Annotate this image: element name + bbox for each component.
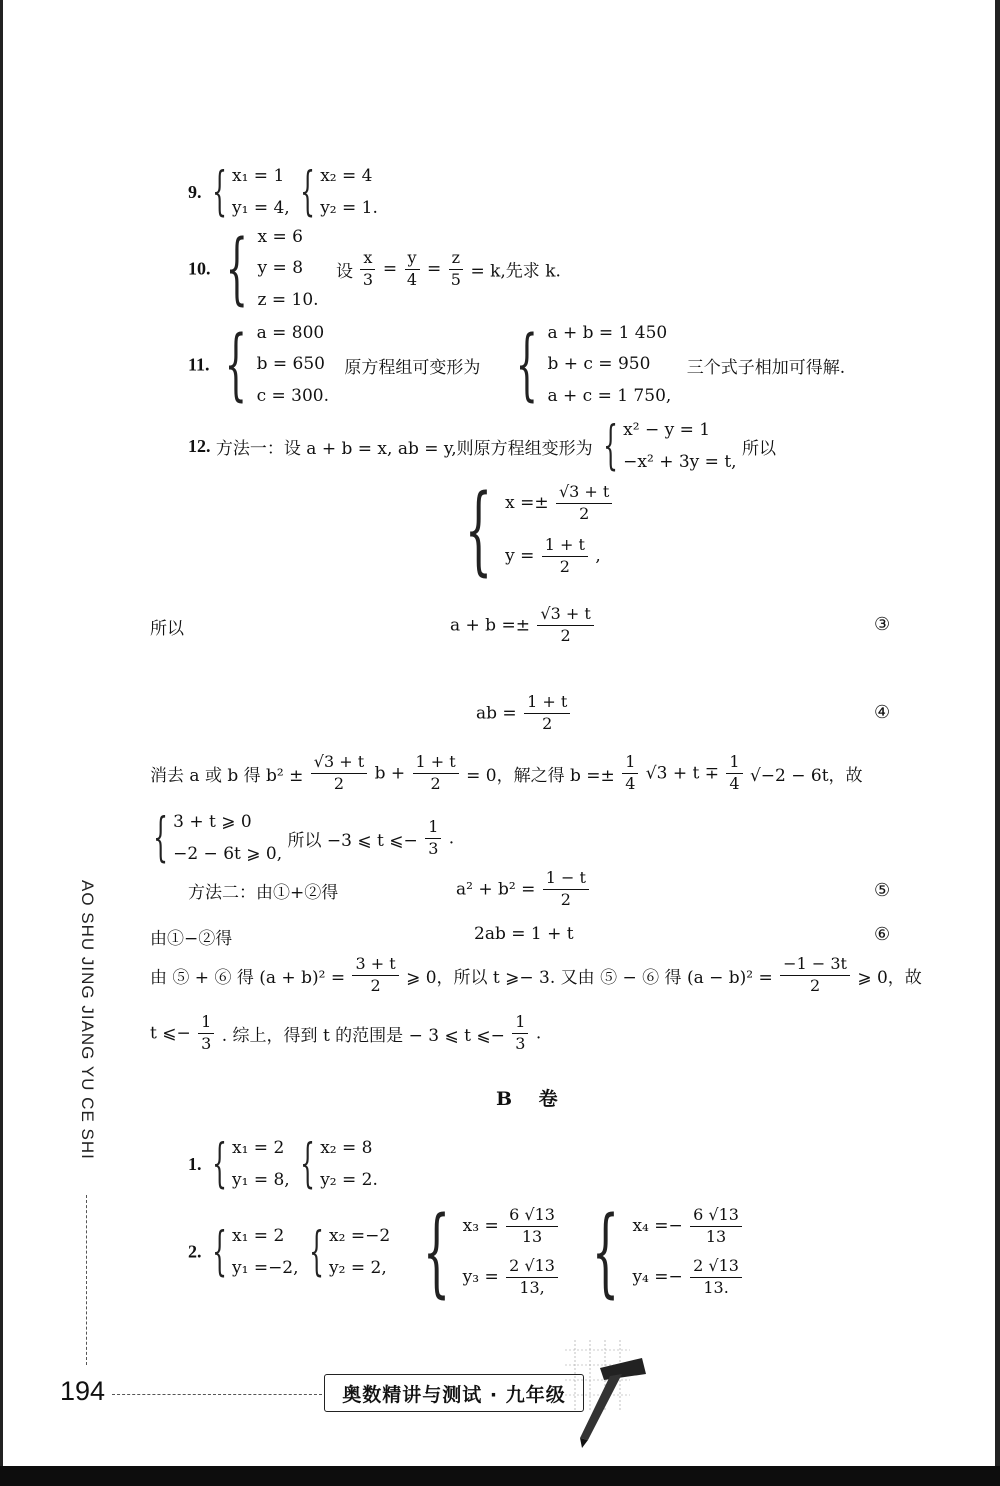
fraction: $\frac{6 √13}{13}$	[690, 1205, 742, 1248]
fraction: $\frac{1}{4}$	[622, 752, 638, 795]
equation: y₂ = 1.	[320, 198, 378, 219]
left-brace: {	[153, 808, 168, 869]
pencil-grid-icon	[560, 1340, 650, 1450]
conclusion-line: 由 ⑤ + ⑥ 得 (a + b)² = $\frac{3 + t}{2}$ ⩾ 0，所以 t ⩾− 3. 又由 ⑤ − ⑥ 得 (a − b)² = $\frac{-1 - 3t}{2}$ ⩾ 0，故	[150, 954, 922, 995]
explanation-text: 三个式子相加可得解.	[686, 357, 846, 378]
conclusion-line: t ⩽− $\frac{1}{3}$ . 综上，得到 t 的范围是 − 3 ⩽ t ⩽− $\frac{1}{3}$ .	[150, 1012, 542, 1053]
inequality: 3 + t ⩾ 0	[173, 812, 252, 832]
fraction: $\frac{1}{4}$	[726, 752, 742, 795]
left-brace: {	[603, 416, 619, 477]
scan-right-edge	[995, 0, 1000, 1466]
condition-line: { 3 + t ⩾ 0 −2 − 6t ⩾ 0, 所以 −3 ⩽ t ⩽− $\frac{1}{3}$ .	[148, 806, 454, 871]
fraction: $\frac{1 + t}{2}$	[413, 752, 459, 795]
equation-6: 2ab = 1 + t	[474, 924, 574, 944]
left-brace: {	[225, 224, 248, 315]
footer-dashed-line	[112, 1394, 322, 1395]
equation-system	[295, 1132, 378, 1197]
equation: y₁ = 4,	[232, 198, 290, 219]
fraction: $\frac{z}{5}$	[449, 248, 463, 291]
side-dashed-line	[86, 1195, 87, 1365]
left-brace: {	[212, 162, 227, 223]
footer-book-title: 奥数精讲与测试 · 九年级	[324, 1374, 584, 1412]
method-2-text: 由①−②得	[150, 929, 233, 949]
equation: y₁ = 8,	[232, 1170, 290, 1191]
equation: z = 10.	[257, 289, 319, 310]
fraction: $\frac{3 + t}{2}$	[352, 954, 398, 997]
inequality: −2 − 6t ⩾ 0,	[173, 844, 283, 865]
equation: a + b = 1 450	[547, 323, 668, 343]
equation: y₂ = 2.	[320, 1170, 378, 1191]
equation: −x² + 3y = t,	[623, 452, 737, 473]
equation-system	[598, 414, 737, 479]
left-brace: {	[592, 1196, 620, 1308]
method-text: 方法一：设 a + b = x, ab = y,则原方程组变形为	[215, 438, 593, 459]
left-brace: {	[422, 1196, 450, 1308]
problem-number: 10.	[188, 258, 211, 279]
equation: y₁ =−2,	[232, 1258, 299, 1278]
fraction: $\frac{y}{4}$	[405, 248, 420, 291]
problem-10: 10. { x = 6 y = 8 z = 10. 设 $\frac{x}{3}$ = $\frac{y}{4}$ = $\frac{z}{5}$ = k,先求 k.	[188, 222, 561, 316]
left-brace: {	[212, 1222, 227, 1282]
left-brace: {	[224, 320, 247, 411]
equation-system	[216, 222, 319, 316]
section-heading: B 卷	[496, 1088, 568, 1110]
left-brace: {	[515, 320, 538, 411]
fraction: $\frac{1 - t}{2}$	[543, 868, 589, 911]
equation: y = 8	[257, 258, 304, 279]
fraction: $\frac{1}{3}$	[512, 1012, 528, 1055]
hint-text: 设	[336, 261, 353, 282]
problem-12-intro	[188, 414, 776, 479]
page-number: 194	[60, 1376, 106, 1406]
explanation-text: 原方程组可变形为	[344, 357, 481, 378]
equation: a = 800	[256, 323, 325, 343]
equation-system	[215, 318, 329, 412]
left-brace: {	[300, 1134, 316, 1195]
equation: x² − y = 1	[623, 420, 711, 440]
problem-number: 1.	[188, 1153, 202, 1174]
equation-tag: ③	[874, 614, 891, 635]
equation: a + c = 1 750,	[547, 385, 672, 406]
left-brace: {	[212, 1134, 227, 1195]
equation-system	[148, 806, 282, 871]
fraction: $\frac{1}{3}$	[425, 817, 441, 860]
equation-system	[207, 160, 290, 225]
equation: x₁ = 1	[232, 166, 285, 186]
equation: x₂ = 4	[320, 166, 373, 186]
equation: x₂ = 8	[320, 1138, 373, 1158]
problem-9	[188, 160, 378, 225]
text-so: 所以	[150, 619, 184, 639]
fraction: $\frac{6 √13}{13}$	[506, 1205, 558, 1248]
equation: x₁ = 2	[232, 1225, 285, 1246]
method-2-text: 方法二：由①+②得	[188, 883, 339, 903]
equation: x₂ =−2	[329, 1225, 391, 1246]
hint-text: = k,先求 k.	[470, 261, 561, 282]
text: 所以	[741, 438, 776, 459]
equation-system	[295, 160, 378, 225]
equation-tag: ④	[874, 702, 891, 723]
b-problem-2	[188, 1196, 744, 1308]
left-brace: {	[464, 474, 493, 586]
equation: b = 650	[256, 354, 325, 375]
equation-system	[506, 318, 671, 412]
equation-system	[304, 1220, 390, 1285]
equation-system	[207, 1132, 290, 1197]
left-brace: {	[309, 1222, 324, 1282]
equation-system: { x =± $\frac{√3 + t}{2}$ y = $\frac{1 + t}{2}$ ,	[452, 482, 614, 578]
fraction: $\frac{√3 + t}{2}$	[311, 752, 367, 795]
problem-number: 11.	[188, 354, 210, 375]
fraction: $\frac{-1 - 3t}{2}$	[780, 954, 850, 997]
solution-system	[452, 474, 614, 586]
equation: b + c = 950	[547, 354, 651, 375]
equation: y₂ = 2,	[329, 1258, 387, 1278]
equation-5: a² + b² = $\frac{1 - t}{2}$	[456, 868, 591, 911]
left-brace: {	[300, 162, 316, 223]
elimination-line: 消去 a 或 b 得 b² ± $\frac{√3 + t}{2}$ b + $\frac{1 + t}{2}$ = 0，解之得 b =± $\frac{1}{4}$ √3 + t ∓ $\frac{1}{4}$ √−2 − 6t，故	[150, 752, 863, 793]
fraction: $\frac{1}{3}$	[198, 1012, 214, 1055]
equation: x = 6	[257, 227, 304, 247]
fraction: $\frac{2 √13}{13,}$	[506, 1256, 558, 1299]
equation: x₁ = 2	[232, 1138, 285, 1158]
equation-system	[207, 1220, 299, 1285]
scan-left-edge	[0, 0, 3, 1466]
fraction: $\frac{x}{3}$	[360, 248, 375, 291]
fraction: $\frac{1 + t}{2}$	[524, 692, 570, 735]
problem-number: 9.	[188, 181, 202, 202]
problem-number: 2.	[188, 1241, 202, 1262]
fraction: $\frac{√3 + t}{2}$	[556, 482, 612, 525]
equation-tag: ⑤	[874, 880, 891, 901]
equation-system: { x₄ =− $\frac{6 √13}{13}$ y₄ =− $\frac{2 √13}{13.}$	[579, 1204, 744, 1300]
problem-number: 12.	[188, 435, 211, 456]
side-running-title: AO SHU JING JIANG YU CE SHI	[78, 880, 97, 1160]
equation-tag: ⑥	[874, 924, 891, 945]
b-problem-1	[188, 1132, 378, 1197]
fraction: $\frac{1 + t}{2}$	[542, 535, 588, 578]
equation: c = 300.	[256, 385, 329, 406]
problem-11	[188, 318, 845, 412]
equation-3: a + b =± $\frac{√3 + t}{2}$	[450, 604, 596, 647]
fraction: $\frac{√3 + t}{2}$	[537, 604, 593, 647]
equation-system: { x₃ = $\frac{6 √13}{13}$ y₃ = $\frac{2 √13}{13,}$	[410, 1204, 560, 1300]
equation-4: ab = $\frac{1 + t}{2}$	[476, 692, 572, 735]
scan-bottom-edge	[0, 1466, 1000, 1486]
fraction: $\frac{2 √13}{13.}$	[690, 1256, 742, 1299]
